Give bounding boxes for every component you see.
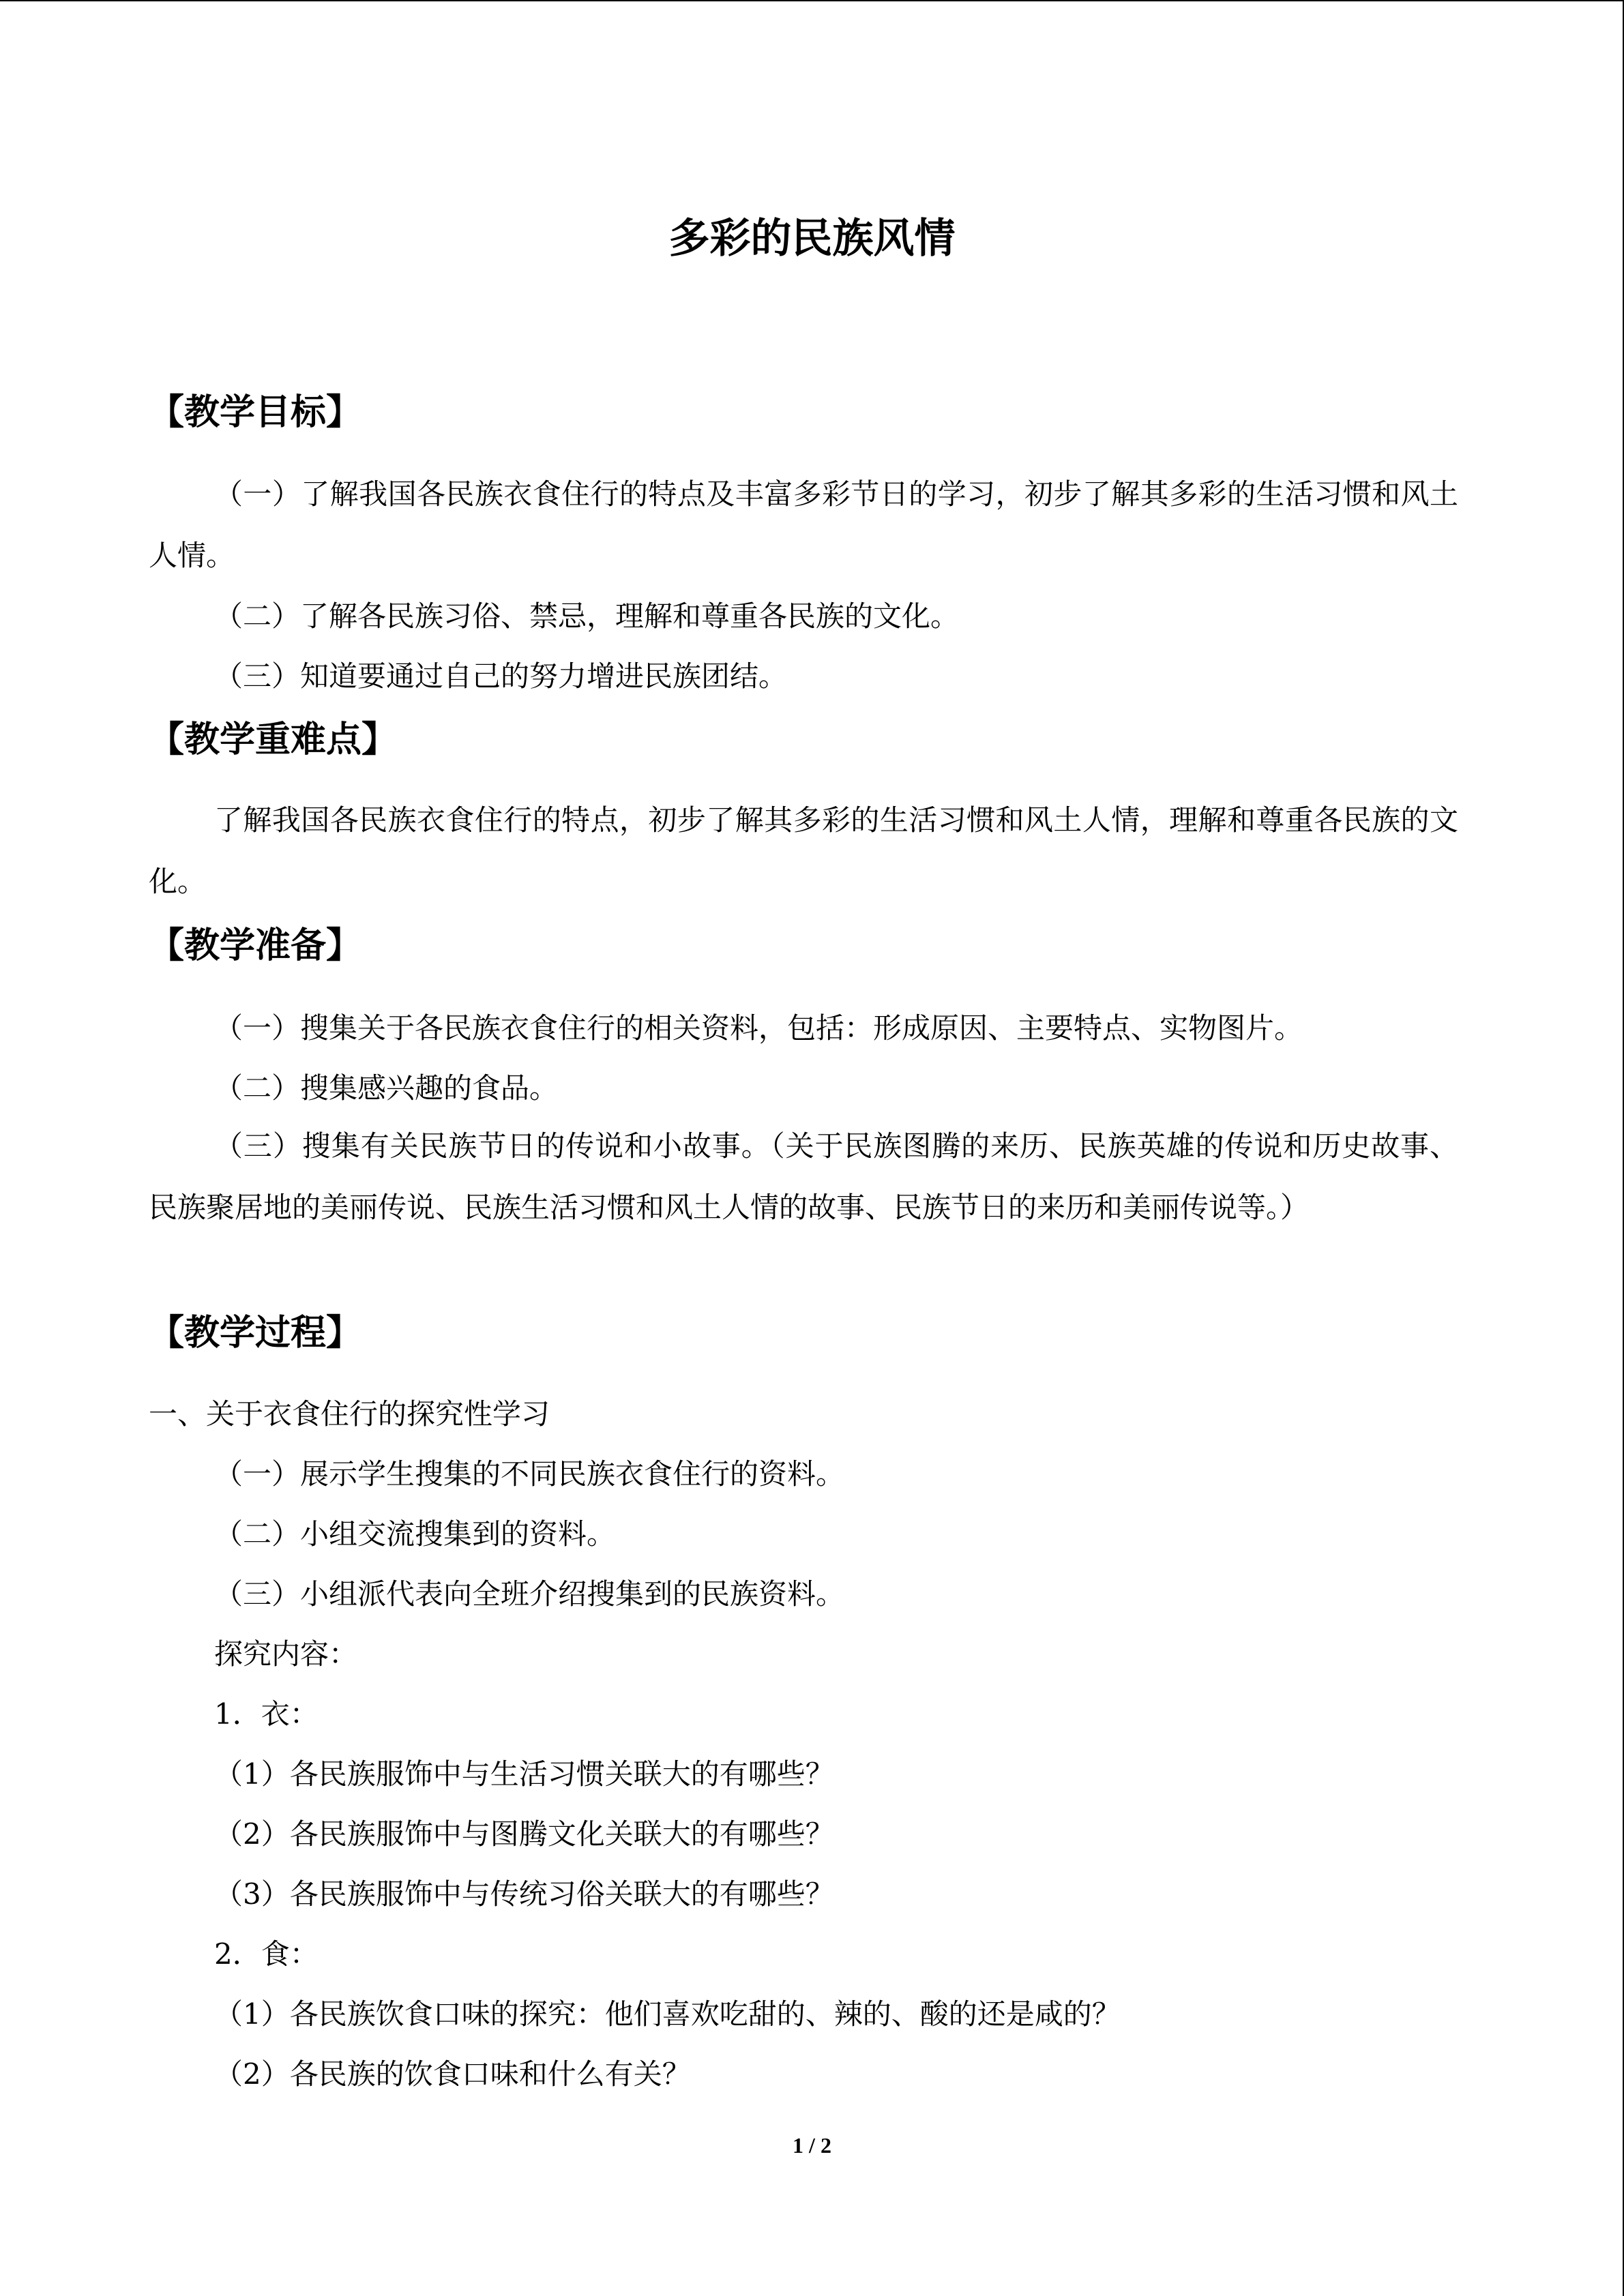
preparation-heading: 【教学准备】 (149, 925, 362, 966)
process-step-2: （二）小组交流搜集到的资料。 (214, 1517, 616, 1551)
keypoints-text: 了解我国各民族衣食住行的特点，初步了解其多彩的生活习惯和风土人情，理解和尊重各民族的文化。 (149, 803, 1458, 898)
inquiry-label: 探究内容： (214, 1637, 358, 1671)
process-part-1: 一、关于衣食住行的探究性学习 (149, 1397, 550, 1431)
clothing-question-1: （1）各民族服饰中与生活习惯关联大的有哪些？ (214, 1757, 834, 1791)
objectives-item-1: （一）了解我国各民族衣食住行的特点及丰富多彩节日的学习，初步了解其多彩的生活习惯和风土人情。 (149, 477, 1458, 572)
preparation-item-3: （三）搜集有关民族节日的传说和小故事。（关于民族图腾的来历、民族英雄的传说和历史故事、民族聚居地的美丽传说、民族生活习惯和风土人情的故事、民族节日的来历和美丽传说等。） (149, 1129, 1458, 1224)
objectives-item-3: （三）知道要通过自己的努力增进民族团结。 (214, 659, 788, 693)
food-question-1: （1）各民族饮食口味的探究：他们喜欢吃甜的、辣的、酸的还是咸的？ (214, 1997, 1121, 2031)
page-number: 1 / 2 (793, 2133, 831, 2158)
keypoints-heading: 【教学重难点】 (149, 719, 398, 760)
page-border-top (0, 0, 1624, 1)
objectives-heading: 【教学目标】 (149, 392, 362, 433)
food-label: 2．食： (214, 1937, 319, 1971)
process-step-1: （一）展示学生搜集的不同民族衣食住行的资料。 (214, 1457, 845, 1491)
clothing-label: 1．衣： (214, 1697, 319, 1731)
preparation-item-2: （二）搜集感兴趣的食品。 (214, 1071, 559, 1105)
preparation-item-1: （一）搜集关于各民族衣食住行的相关资料，包括：形成原因、主要特点、实物图片。 (214, 1011, 1303, 1045)
process-step-3: （三）小组派代表向全班介绍搜集到的民族资料。 (214, 1577, 845, 1611)
clothing-question-2: （2）各民族服饰中与图腾文化关联大的有哪些？ (214, 1817, 834, 1851)
objectives-item-2: （二）了解各民族习俗、禁忌，理解和尊重各民族的文化。 (214, 599, 960, 633)
clothing-question-3: （3）各民族服饰中与传统习俗关联大的有哪些？ (214, 1877, 834, 1911)
document-title: 多彩的民族风情 (668, 215, 956, 263)
process-heading: 【教学过程】 (149, 1313, 362, 1354)
food-question-2: （2）各民族的饮食口味和什么有关？ (214, 2057, 691, 2091)
